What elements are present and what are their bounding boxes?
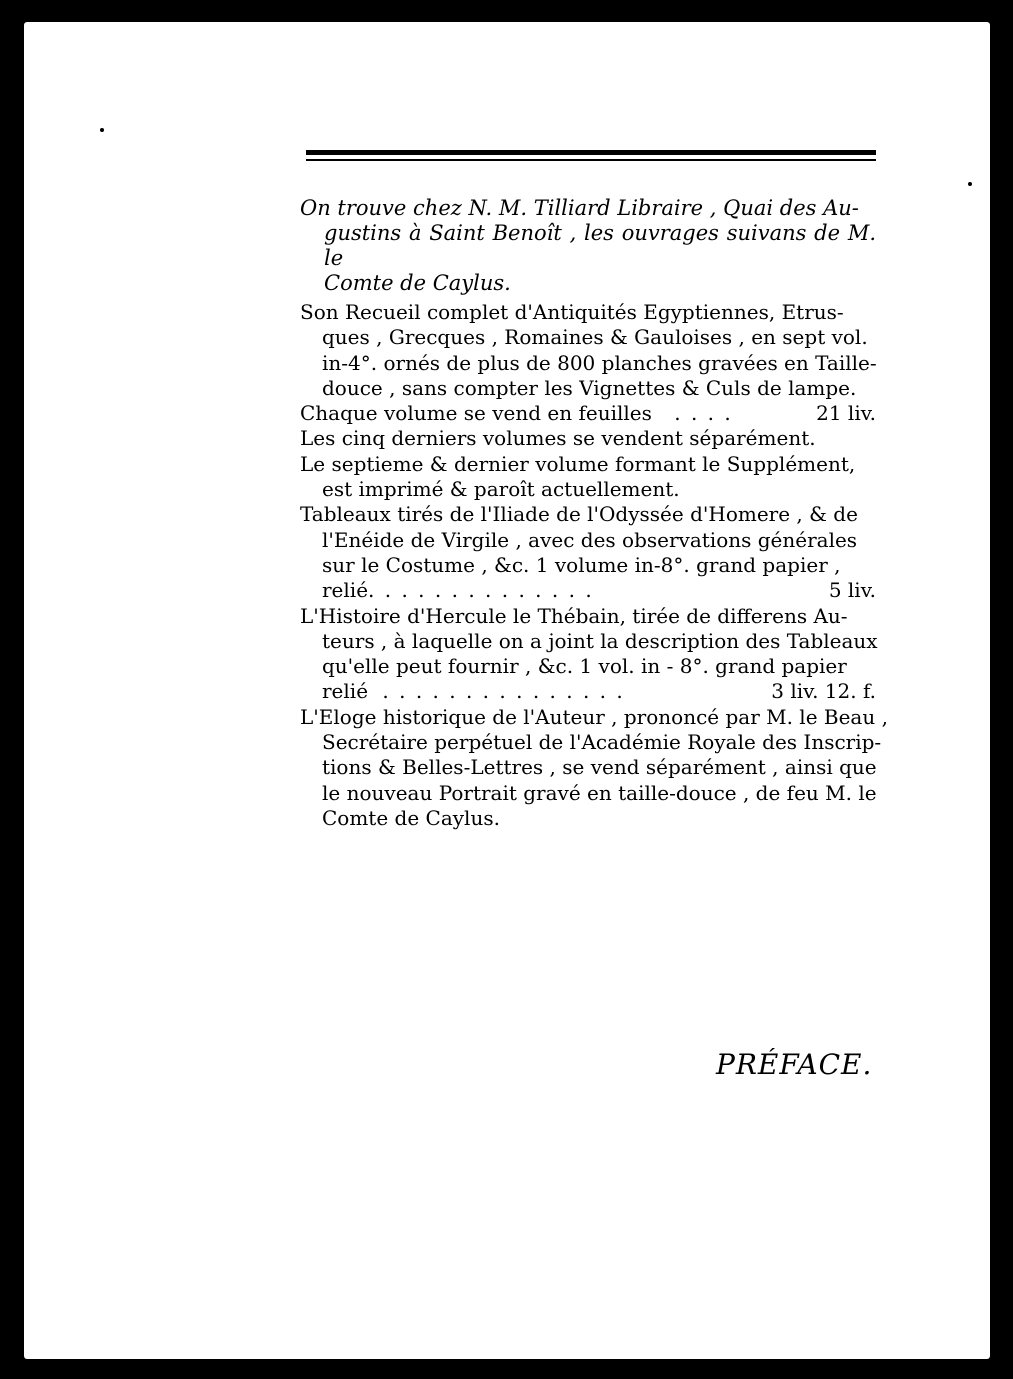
entry-line: teurs , à laquelle on a joint la description des Tableaux <box>322 628 878 653</box>
entry-line: L'Eloge historique de l'Auteur , prononcé par M. le Beau , <box>300 704 888 729</box>
leader-dots: . . . . <box>674 401 733 426</box>
catalogue-entry-hercule <box>300 604 876 705</box>
notice-line: gustins à Saint Benoît , les ouvrages suivans de M. le <box>324 221 876 270</box>
catalogue-entry-tableaux <box>300 502 876 603</box>
header-rule-thin <box>306 159 876 161</box>
entry-line: L'Histoire d'Hercule le Thébain, tirée de differens Au- <box>300 603 848 628</box>
entry-line: qu'elle peut fournir , &c. 1 vol. in - 8°. grand papier <box>322 654 847 679</box>
entry-line: Chaque volume se vend en feuilles <box>300 401 652 426</box>
catalogue-entry-recueil <box>300 300 876 401</box>
catalogue-entry-cinq-volumes <box>300 426 876 451</box>
notice-line: On trouve chez N. M. Tilliard Libraire , Quai des Au- <box>300 196 859 220</box>
entry-line: Comte de Caylus. <box>322 805 500 830</box>
leader-dots: . . . . . . . . . . . . . <box>384 578 594 603</box>
leader-dots: . . . . . . . . . . . . . . . <box>382 679 625 704</box>
entry-line: relié. <box>322 578 375 603</box>
catalogue-entry-eloge <box>300 704 888 831</box>
entry-line: le nouveau Portrait gravé en taille-douce , de feu M. le <box>322 780 877 805</box>
catalogue-entry-price-feuilles <box>300 401 876 426</box>
catalogue-entry-septieme-volume <box>300 452 876 503</box>
ink-speck <box>100 128 104 132</box>
price-label: 5 liv. <box>828 578 876 603</box>
entry-line: tions & Belles-Lettres , se vend séparément , ainsi que <box>322 755 877 780</box>
entry-line: sur le Costume , &c. 1 volume in-8°. grand papier , <box>322 552 841 577</box>
entry-line: douce , sans compter les Vignettes & Culs de lampe. <box>322 375 857 400</box>
notice-line: Comte de Caylus. <box>324 271 511 295</box>
entry-line: Le septieme & dernier volume formant le Supplément, <box>300 451 856 476</box>
entry-line: l'Enéide de Virgile , avec des observations générales <box>322 527 858 552</box>
price-label: 3 liv. 12. f. <box>771 679 876 704</box>
entry-line: ques , Grecques , Romaines & Gauloises , en sept vol. <box>322 325 868 350</box>
header-rule-thick <box>306 150 876 155</box>
entry-line: est imprimé & paroît actuellement. <box>322 477 680 502</box>
entry-line: in-4°. ornés de plus de 800 planches gravées en Taille- <box>322 350 877 375</box>
entry-line: Tableaux tirés de l'Iliade de l'Odyssée d'Homere , & de <box>300 502 858 527</box>
catalogue-list <box>300 300 888 831</box>
ink-speck <box>968 182 972 186</box>
entry-line: Secrétaire perpétuel de l'Académie Royale des Inscrip- <box>322 730 882 755</box>
publisher-notice <box>300 196 876 296</box>
entry-line: Son Recueil complet d'Antiquités Egyptiennes, Etrus- <box>300 300 844 324</box>
entry-line: relié <box>322 679 369 704</box>
entry-line: Les cinq derniers volumes se vendent séparément. <box>300 426 816 451</box>
price-label: 21 liv. <box>816 401 876 426</box>
preface-heading: PRÉFACE. <box>716 1048 873 1081</box>
